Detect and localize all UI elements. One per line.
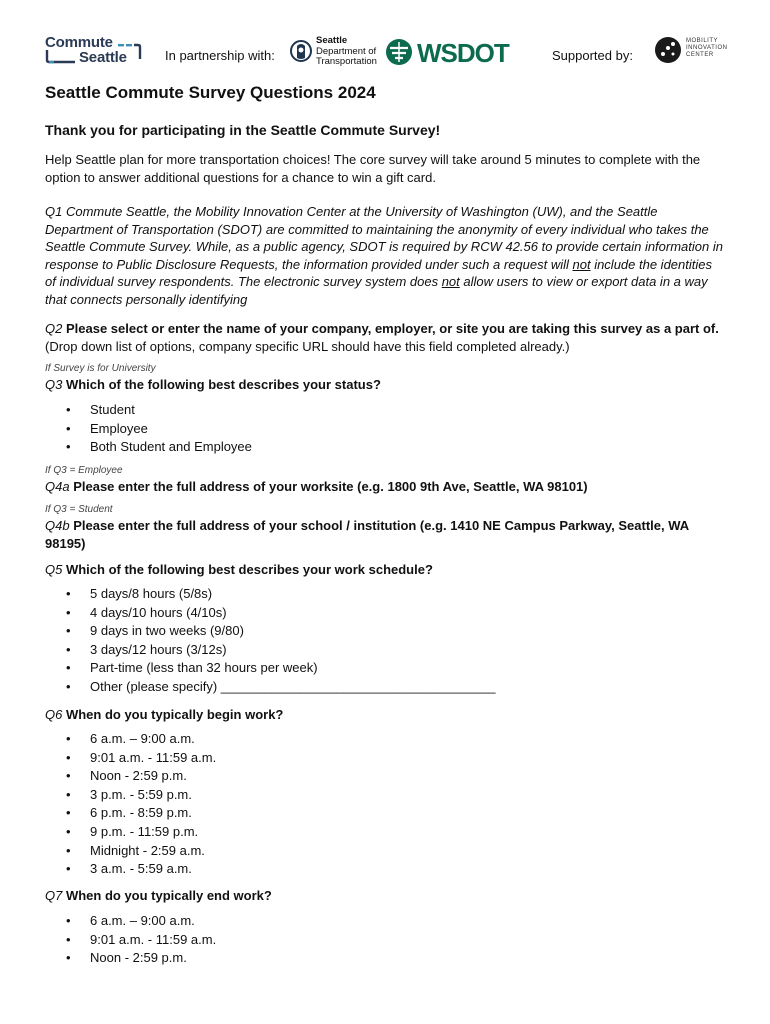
mobility-innovation-center-logo [654, 36, 734, 66]
q3-number: Q3 [45, 377, 63, 392]
commute-logo-route-icon-lower [45, 50, 79, 66]
mic-line2: INNOVATION [686, 45, 728, 51]
q2-number: Q2 [45, 321, 63, 336]
intro-paragraph: Help Seattle plan for more transportation choices! The core survey will take around 5 minutes to complete with the option to answer additional questions for a chance to win a gift card. [45, 152, 701, 185]
sdot-line1: Seattle [316, 35, 348, 46]
q4b-number: Q4b [45, 518, 70, 533]
q4a-number: Q4a [45, 479, 70, 494]
mic-line3: CENTER [686, 52, 714, 58]
q5-text: Which of the following best describes your work schedule? [65, 562, 433, 577]
list-item: • 6 a.m. – 9:00 a.m. [45, 730, 216, 749]
list-item: • 3 days/12 hours (3/12s) [45, 641, 496, 660]
q1-part2: include the identities of individual survey respondents. The electronic survey system does [45, 256, 712, 290]
q1-underline1: not [572, 256, 591, 272]
list-item: • Both Student and Employee [45, 438, 252, 457]
list-item: • 9 p.m. - 11:59 p.m. [45, 823, 216, 842]
list-item: • 6 a.m. – 9:00 a.m. [45, 912, 216, 931]
logo-header [0, 0, 770, 80]
q7-text: When do you typically end work? [65, 888, 272, 903]
thanks-heading: Thank you for participating in the Seattle Commute Survey! [45, 122, 441, 138]
list-item: • 9 days in two weeks (9/80) [45, 622, 496, 641]
supported-label: Supported by: [552, 48, 633, 63]
wsdot-logo [385, 38, 513, 68]
q3-options [45, 401, 252, 457]
q1-paragraph [45, 203, 725, 309]
list-item: • 6 p.m. - 8:59 p.m. [45, 804, 216, 823]
q4b-condition: If Q3 = Student [45, 504, 113, 515]
q5-number: Q5 [45, 562, 63, 577]
q1-part1: Q1 Commute Seattle, the Mobility Innovation Center at the University of Washington (UW), and the Seattle Department of Transportation (SDOT) are committed to maintaining the anonymity of every individual who takes the Seattle Commute Survey. While, as a public agency, SDOT is required by RCW 42.56 to provide certain information in response to Public Disclosure Requests, the information provided under such a request will [45, 204, 723, 272]
commute-logo-line2: Seattle [79, 49, 127, 66]
list-item: • Student [45, 401, 252, 420]
q6-text: When do you typically begin work? [65, 707, 284, 722]
q5-options [45, 585, 496, 697]
mic-line1: MOBILITY [686, 38, 719, 44]
list-item: • Noon - 2:59 p.m. [45, 949, 216, 968]
q1-part3: allow users to view or export data in a way that connects personally identifying [45, 274, 708, 307]
q7-question [45, 887, 725, 905]
q7-number: Q7 [45, 888, 63, 903]
mic-logo-text [686, 38, 727, 59]
wsdot-emblem-icon [385, 38, 413, 66]
q7-options [45, 912, 216, 968]
list-item: • 9:01 a.m. - 11:59 a.m. [45, 931, 216, 950]
seattle-seal-icon [290, 38, 312, 66]
list-item: • 4 days/10 hours (4/10s) [45, 604, 496, 623]
q3-question [45, 376, 725, 394]
list-item: • 3 p.m. - 5:59 p.m. [45, 786, 216, 805]
q5-question [45, 561, 725, 579]
mic-emblem-icon [654, 36, 682, 64]
list-item: • 3 a.m. - 5:59 a.m. [45, 860, 216, 879]
list-item: • 9:01 a.m. - 11:59 a.m. [45, 749, 216, 768]
sdot-logo [290, 36, 385, 70]
list-item: • Employee [45, 420, 252, 439]
q2-question [45, 320, 725, 356]
q1-underline2: not [441, 274, 460, 290]
q4a-question [45, 478, 725, 496]
page-title: Seattle Commute Survey Questions 2024 [45, 83, 376, 102]
q4b-text: Please enter the full address of your school / institution (e.g. 1410 NE Campus Parkway, Seattle, WA 98195) [45, 518, 689, 551]
q3-condition: If Survey is for University [45, 363, 156, 374]
list-item: • Part-time (less than 32 hours per week) [45, 659, 496, 678]
q4a-condition: If Q3 = Employee [45, 465, 123, 476]
list-item: • Noon - 2:59 p.m. [45, 767, 216, 786]
q4b-question [45, 517, 725, 553]
q4a-text: Please enter the full address of your worksite (e.g. 1800 9th Ave, Seattle, WA 98101) [73, 479, 588, 494]
list-item: • 5 days/8 hours (5/8s) [45, 585, 496, 604]
q6-number: Q6 [45, 707, 63, 722]
commute-seattle-logo [45, 34, 145, 68]
q2-note: (Drop down list of options, company specific URL should have this field completed already.) [45, 339, 570, 354]
list-item: • Other (please specify) ______________________________________ [45, 678, 496, 697]
list-item: • Midnight - 2:59 a.m. [45, 842, 216, 861]
q3-text: Which of the following best describes your status? [65, 377, 381, 392]
commute-logo-line1: Commute [45, 34, 113, 51]
sdot-line3: Transportation [316, 56, 377, 67]
q6-question [45, 706, 725, 724]
q6-options [45, 730, 216, 879]
q2-text: Please select or enter the name of your company, employer, or site you are taking this survey as a part of. [65, 321, 719, 336]
wsdot-wordmark: WSDOT [417, 38, 509, 68]
sdot-logo-text [316, 36, 377, 68]
partnership-label: In partnership with: [165, 48, 275, 63]
sdot-line2: Department of [316, 45, 377, 57]
